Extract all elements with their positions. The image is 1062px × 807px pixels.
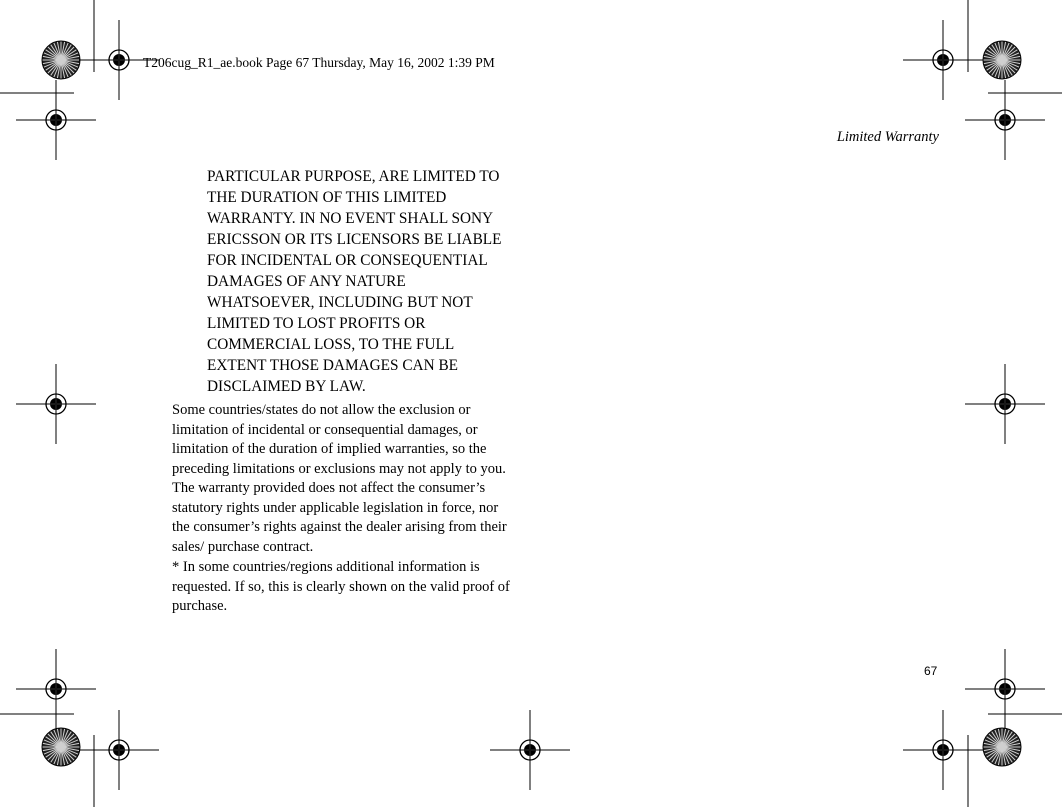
registration-mark-icon (965, 649, 1045, 729)
registration-mark-icon (903, 710, 983, 790)
registration-mark-icon (490, 710, 570, 790)
registration-mark-icon (79, 710, 159, 790)
text-line: DAMAGES OF ANY NATURE (207, 273, 406, 290)
text-line: ERICSSON OR ITS LICENSORS BE LIABLE (207, 231, 502, 248)
text-line: the consumer’s rights against the dealer arising from their (172, 519, 507, 536)
text-line: sales/ purchase contract. (172, 538, 314, 555)
page-number: 67 (924, 664, 938, 678)
text-line: Some countries/states do not allow the exclusion or (172, 402, 471, 418)
text-line: limitation of the duration of implied warranties, so the (172, 441, 487, 458)
starburst-icon (983, 41, 1021, 79)
text-line: EXTENT THOSE DAMAGES CAN BE (207, 357, 458, 374)
starburst-icon (42, 41, 80, 79)
text-line: WARRANTY. IN NO EVENT SHALL SONY (207, 210, 494, 227)
registration-mark-icon (965, 80, 1045, 160)
text-line: * In some countries/regions additional information is (172, 559, 480, 575)
registration-mark-icon (903, 20, 983, 100)
text-line: statutory rights under applicable legislation in force, nor (172, 499, 499, 516)
text-line: WHATSOEVER, INCLUDING BUT NOT (207, 294, 473, 311)
footnote-paragraph (172, 558, 542, 617)
text-line: FOR INCIDENTAL OR CONSEQUENTIAL (207, 252, 488, 269)
warranty-disclaimer-caps (207, 166, 537, 397)
exclusion-paragraph (172, 401, 542, 479)
text-line: PARTICULAR PURPOSE, ARE LIMITED TO (207, 168, 500, 185)
text-line: DISCLAIMED BY LAW. (207, 378, 366, 395)
text-line: The warranty provided does not affect the consumer’s (172, 480, 486, 496)
text-line: purchase. (172, 598, 228, 615)
text-line: COMMERCIAL LOSS, TO THE FULL (207, 336, 455, 353)
print-slug-line: T206cug_R1_ae.book Page 67 Thursday, May 16, 2002 1:39 PM (143, 55, 495, 70)
registration-mark-icon (16, 364, 96, 444)
registration-mark-icon (965, 364, 1045, 444)
statutory-rights-paragraph (172, 479, 542, 557)
text-line: THE DURATION OF THIS LIMITED (207, 189, 447, 206)
registration-mark-icon (16, 80, 96, 160)
registration-mark-icon (16, 649, 96, 729)
text-line: limitation of incidental or consequential damages, or (172, 421, 478, 438)
text-line: LIMITED TO LOST PROFITS OR (207, 315, 426, 332)
text-line: preceding limitations or exclusions may not apply to you. (172, 460, 506, 477)
running-header: Limited Warranty (836, 129, 939, 145)
text-line: requested. If so, this is clearly shown on the valid proof of (172, 578, 510, 595)
starburst-icon (983, 728, 1021, 766)
starburst-icon (42, 728, 80, 766)
